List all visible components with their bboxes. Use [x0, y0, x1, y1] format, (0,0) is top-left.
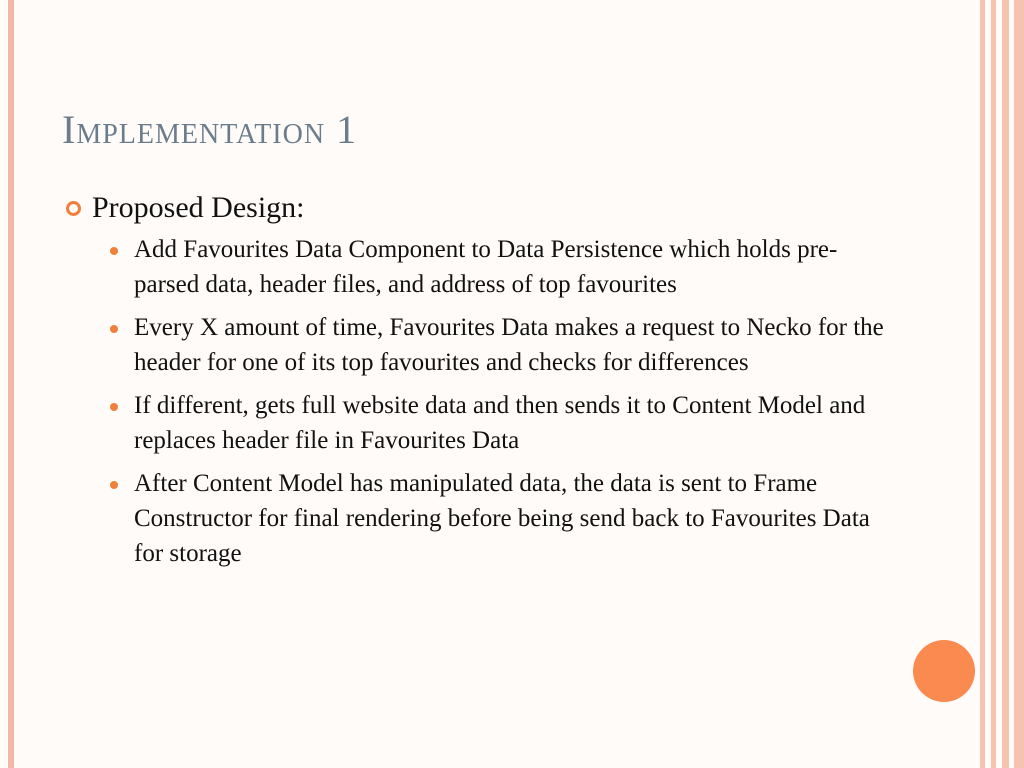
dot-bullet-icon [110, 247, 118, 255]
dot-bullet-icon [110, 325, 118, 333]
sub-bullet-text: If different, gets full website data and then sends it to Content Model and replaces header file in Favourites Data [134, 392, 866, 454]
sub-bullet-text: Add Favourites Data Component to Data Persistence which holds pre-parsed data, header files, and address of top favourites [134, 236, 838, 298]
sub-bullet-text: After Content Model has manipulated data, the data is sent to Frame Constructor for final rendering before being send back to Favourites Data for storage [134, 470, 870, 567]
main-bullet-text: Proposed Design: [92, 191, 305, 224]
sub-bullet-list [64, 232, 894, 571]
slide-title: Implementation 1 [62, 107, 358, 152]
sub-bullet [64, 466, 894, 571]
dot-bullet-icon [110, 403, 118, 411]
slide-content [64, 188, 894, 579]
sub-bullet-text: Every X amount of time, Favourites Data makes a request to Necko for the header for one of its top favourites and checks for differences [134, 314, 884, 376]
dot-bullet-icon [110, 481, 118, 489]
sub-bullet [64, 310, 894, 380]
ring-bullet-icon [66, 201, 81, 216]
sub-bullet [64, 232, 894, 302]
left-frame-border [8, 0, 14, 768]
sub-bullet [64, 388, 894, 458]
decorative-circle [913, 640, 975, 702]
right-frame-stripe [980, 0, 985, 768]
right-frame-stripe [991, 0, 996, 768]
right-frame-stripe [1014, 0, 1024, 768]
main-bullet [64, 188, 894, 228]
right-frame-stripe [1002, 0, 1009, 768]
